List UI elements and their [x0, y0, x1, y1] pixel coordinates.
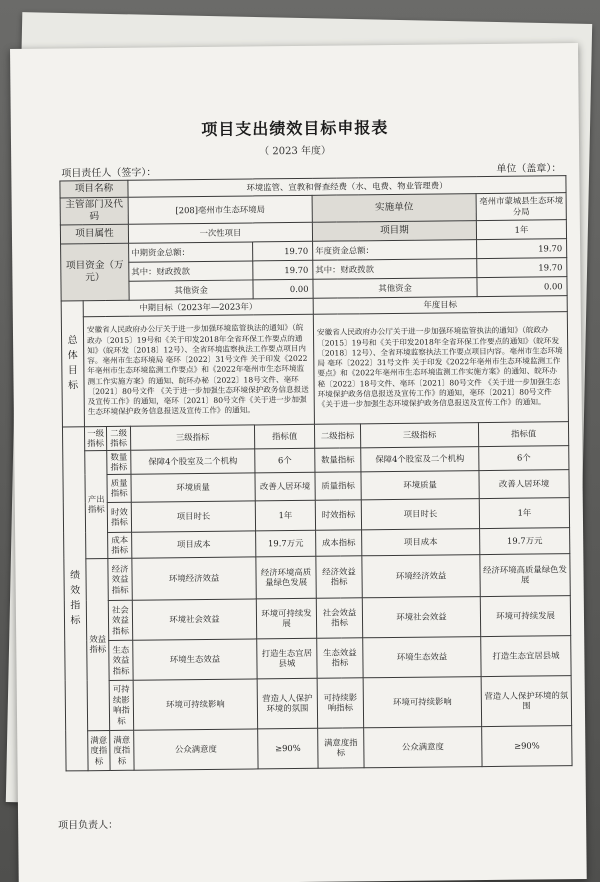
- perf-l2-year: 成本指标: [316, 530, 362, 556]
- year-line: （ 2023 年度）: [259, 145, 332, 158]
- perf-val-mid: ≥90%: [258, 728, 318, 769]
- perf-l2-year: 社会效益指标: [316, 598, 362, 638]
- perf-val-year: 1年: [479, 498, 569, 529]
- perf-val-mid: 改善人居环境: [255, 472, 315, 501]
- perf-val-year: 营造人人保护环境的氛围: [481, 676, 572, 727]
- perf-val-year: 19.7万元: [480, 528, 570, 555]
- year-total-value: 19.70: [477, 239, 567, 259]
- perf-val-year: 环境可持续发展: [480, 596, 570, 637]
- perf-l2-year: 可持续影响指标: [317, 678, 364, 728]
- perf-l3-year: 项目成本: [362, 529, 480, 556]
- benefit-indicator-label: 效益指标: [86, 558, 110, 730]
- attr-label: 项目属性: [60, 224, 128, 244]
- perf-l3-year: 环境可持续影响: [363, 677, 482, 728]
- mid-fiscal-label: 其中：财政拨款: [129, 261, 253, 281]
- perf-l3-year: 保障4个股室及二个机构: [361, 447, 479, 472]
- perf-l2: 可持续影响指标: [109, 680, 134, 730]
- satisfaction-indicator-label: 满意度指标: [88, 730, 110, 770]
- perf-val-mid: 打造生态宜居县城: [257, 638, 317, 679]
- perf-l3-year: 环境社会效益: [362, 597, 480, 638]
- perf-l2: 生态效益指标: [109, 640, 133, 680]
- mid-fiscal-value: 19.70: [253, 260, 313, 280]
- perf-l3-year: 项目时长: [361, 499, 479, 530]
- perf-l2: 经济效益指标: [108, 558, 132, 600]
- perf-l2: 成本指标: [108, 532, 132, 558]
- responsible-label: 项目责任人（签字）：: [61, 167, 157, 180]
- perf-l3: 项目时长: [131, 501, 255, 532]
- overall-goal-label: 总体目标: [61, 301, 84, 427]
- perf-val-year: 改善人居环境: [479, 470, 569, 499]
- perf-l2: 数量指标: [107, 450, 131, 474]
- perf-l3: 环境可持续影响: [133, 679, 258, 730]
- perf-l2: 质量指标: [107, 474, 131, 502]
- perf-val-year: 打造生态宜居县城: [481, 636, 571, 677]
- dept-label: 主管部门及代码: [60, 197, 128, 225]
- perf-l3-year: 环境质量: [361, 471, 479, 500]
- table-row: [65, 676, 572, 731]
- mid-other-label: 其他资金: [129, 280, 253, 300]
- perf-val-mid: 1年: [255, 500, 315, 531]
- header-l2-year: 二级指标: [314, 424, 360, 448]
- year-fiscal-value: 19.70: [477, 258, 567, 278]
- page-title: 项目支出绩效目标申报表: [201, 118, 389, 139]
- perf-val-year: ≥90%: [482, 726, 572, 767]
- perf-l3: 项目成本: [132, 531, 256, 558]
- perf-l2: 社会效益指标: [108, 600, 132, 640]
- year-fiscal-label: 其中：财政拨款: [313, 259, 477, 280]
- perf-l3: 环境经济效益: [132, 557, 256, 600]
- perf-l2-year: 经济效益指标: [316, 556, 362, 598]
- perf-val-year: 6个: [479, 446, 569, 471]
- perf-l2-year: 质量指标: [315, 472, 361, 500]
- perf-l3: 环境质量: [131, 473, 255, 502]
- table-row: [64, 596, 570, 641]
- header-l2-mid: 二级指标: [106, 426, 130, 450]
- mid-other-value: 0.00: [253, 279, 313, 299]
- perf-l3: 保障4个股室及二个机构: [131, 449, 255, 474]
- table-row: [65, 636, 571, 681]
- perf-l2-year: 满意度指标: [318, 728, 364, 768]
- year-goal-text: 安徽省人民政府办公厅关于进一步加强环境监管执法的通知》（皖政办〔2015〕19号和《关于印发2018年全省环保工作要点的通知》（皖环发〔2018〕12号）、全省环境监察执法工作要点项目内容。亳州市生态环境局 亳环〔2022〕31号文件 关于印发《2022年亳州市生态环境监测工作要点》和《2022年亳州市生态环境监测工作实施方案》的通知、皖环办秘〔2022〕18号文件、亳环〔2021〕80号文件 《关于进一步加强生态环境保护政务信息报送及宣传工作》的通知，亳环〔2021〕80号文件《关于进一步加强生态环境保护政务信息报送及宣传工作》的通知。: [313, 312, 568, 425]
- table-row: [64, 554, 570, 601]
- document-page: [10, 43, 587, 882]
- unit-label: 单位（盖章）：: [496, 163, 562, 175]
- funds-label: 项目资金（万元）: [61, 243, 130, 301]
- period-value: 1年: [476, 220, 566, 240]
- mid-total-label: 中期资金总额：: [129, 242, 253, 262]
- perf-l3-year: 环境经济效益: [362, 555, 480, 598]
- year-other-value: 0.00: [477, 277, 567, 297]
- year-goal-header: 年度目标: [313, 296, 567, 315]
- perf-val-mid: 19.7万元: [256, 530, 316, 557]
- perf-l2: 满意度指标: [110, 730, 134, 770]
- perf-indicator-label: 绩效指标: [62, 427, 88, 771]
- header-val-mid: 指标值: [254, 424, 314, 449]
- perf-val-mid: 环境可持续发展: [256, 598, 316, 639]
- header-l1-mid: 一级指标: [84, 426, 106, 450]
- perf-l2: 时效指标: [107, 502, 131, 532]
- perf-val-mid: 经济环境高质量绿色发展: [256, 556, 316, 599]
- perf-l2-year: 数量指标: [315, 448, 361, 472]
- perf-val-year: 经济环境高质量绿色发展: [480, 554, 570, 597]
- project-name-label: 项目名称: [60, 180, 128, 198]
- impl-unit-value: 亳州市蒙城县生态环境分局: [476, 193, 566, 221]
- perf-l3: 环境社会效益: [132, 599, 256, 640]
- header-l3-mid: 三级指标: [130, 425, 254, 450]
- perf-val-mid: 6个: [255, 448, 315, 473]
- perf-l3: 环境生态效益: [133, 639, 257, 680]
- attr-value: 一次性项目: [128, 222, 312, 243]
- project-leader-label: 项目负责人：: [58, 819, 119, 832]
- header-l3-year: 三级指标: [360, 423, 478, 448]
- table-row: [66, 726, 572, 771]
- dept-value: [208]亳州市生态环境局: [128, 195, 312, 224]
- perf-l3-year: 公众满意度: [364, 727, 482, 768]
- header-val-year: 指标值: [478, 422, 568, 447]
- perf-val-mid: 营造人人保护环境的氛围: [257, 678, 318, 729]
- project-name-value: 环境监管、宣教和督查经费（水、电费、物业管理费）: [128, 176, 566, 198]
- impl-unit-label: 实施单位: [312, 194, 476, 223]
- perf-l2-year: 时效指标: [315, 500, 361, 530]
- year-total-label: 年度资金总额：: [313, 240, 477, 261]
- performance-form: [59, 175, 572, 771]
- perf-l3-year: 环境生态效益: [363, 637, 481, 678]
- mid-total-value: 19.70: [253, 241, 313, 261]
- mid-goal-header: 中期目标（2023年—2023年）: [83, 298, 313, 316]
- perf-l3: 公众满意度: [134, 729, 258, 770]
- period-label: 项目期: [312, 221, 476, 242]
- output-indicator-label: 产出指标: [85, 450, 108, 558]
- perf-l2-year: 生态效益指标: [317, 638, 363, 678]
- mid-goal-text: 安徽省人民政府办公厅关于进一步加强环境监管执法的通知》（皖政办〔2015〕19号和《关于印发2018年全省环保工作要点的通知》（皖环发〔2018〕12号）、全省环境监察执法工作要点项目内容。亳州市生态环境局 亳环〔2022〕31号文件 关于印发《2022年亳州市生态环境监测工作要点》和《2022年亳州市生态环境监测工作实施方案》的通知、皖环办秘〔2022〕18号文件、亳环〔2021〕80号文件 《关于进一步加强生态环境保护政务信息报送及宣传工作》的通知，亳环〔2021〕80号文件《关于进一步加强生态环境保护政务信息报送及宣传工作》的通知。: [83, 314, 314, 426]
- year-other-label: 其他资金: [313, 278, 477, 299]
